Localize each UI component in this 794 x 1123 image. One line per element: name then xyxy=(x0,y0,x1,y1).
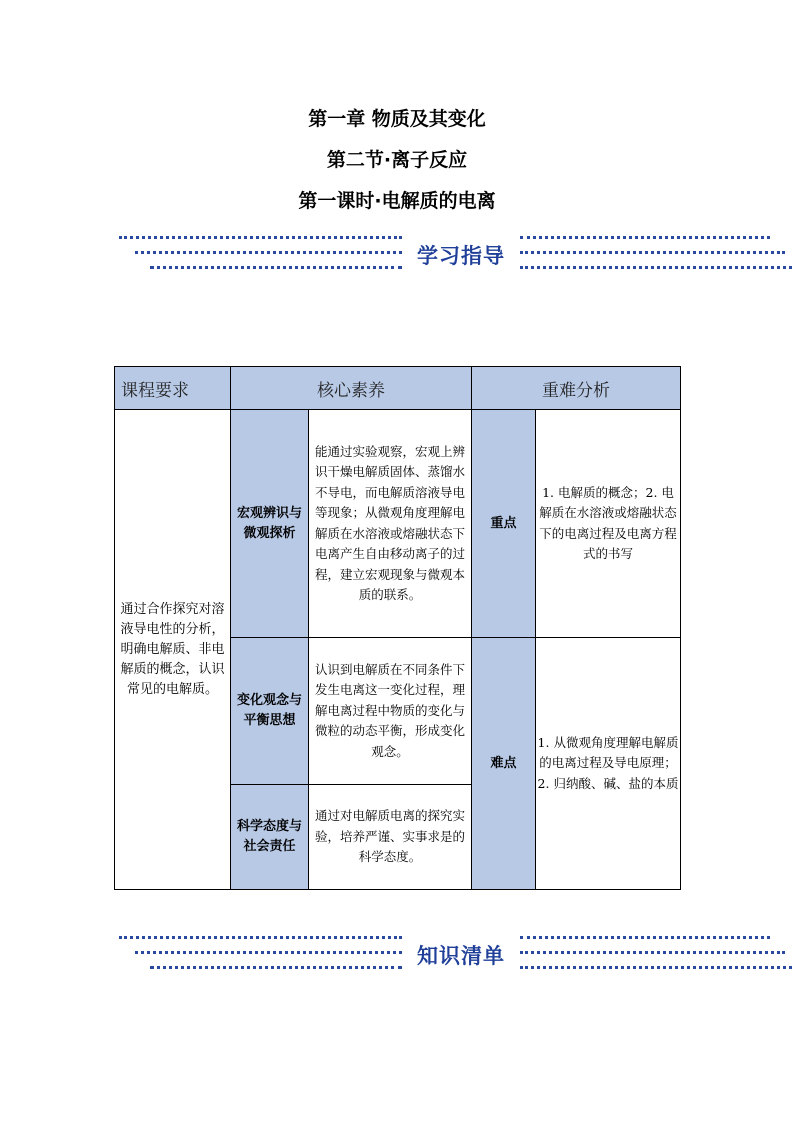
dotted-line xyxy=(135,251,402,254)
header-key-difficulty: 重难分析 xyxy=(472,367,681,410)
dotted-line xyxy=(520,236,770,239)
dotted-line xyxy=(520,951,785,954)
literacy-text-macro-micro: 能通过实验观察，宏观上辨识干燥电解质固体、蒸馏水不导电，而电解质溶液导电等现象；从微观角度理解电解质在水溶液或熔融状态下电离产生自由移动离子的过程，建立宏观现象与微观本质的联系。 xyxy=(309,410,472,638)
analysis-text-key: 1. 电解质的概念；2. 电解质在水溶液或熔融状态下的电离过程及电离方程式的书写 xyxy=(536,410,681,638)
literacy-label-text: 变化观念与平衡思想 xyxy=(236,693,302,728)
literacy-label-science-society xyxy=(231,785,309,890)
dotted-line xyxy=(520,266,792,269)
header-core-literacy: 核心素养 xyxy=(231,367,472,410)
lesson-title: 第一课时·电解质的电离 xyxy=(298,190,496,212)
study-guide-divider xyxy=(0,232,794,282)
dotted-line xyxy=(520,251,785,254)
header-course-requirement: 课程要求 xyxy=(115,367,231,410)
course-requirement-text: 通过合作探究对溶液导电性的分析，明确电解质、非电解质的概念，认识常见的电解质。 xyxy=(120,601,225,697)
literacy-text-science-society: 通过对电解质电离的探究实验，培养严谨、实事求是的科学态度。 xyxy=(309,785,472,890)
analysis-text-difficulty: 1. 从微观角度理解电解质的电离过程及导电原理；2. 归纳酸、碱、盐的本质 xyxy=(536,638,681,890)
knowledge-list-heading: 知识清单 xyxy=(417,943,505,968)
study-guide-table xyxy=(114,366,681,890)
dotted-line xyxy=(150,966,402,969)
analysis-label-key: 重点 xyxy=(472,410,536,638)
dotted-line xyxy=(520,966,792,969)
study-guide-heading: 学习指导 xyxy=(417,243,505,268)
dotted-line xyxy=(150,266,402,269)
literacy-label-change-balance xyxy=(231,638,309,785)
section-title: 第二节·离子反应 xyxy=(326,149,468,171)
dotted-line xyxy=(520,936,770,939)
literacy-label-macro-micro xyxy=(231,410,309,638)
dotted-line xyxy=(119,936,402,939)
course-requirement-cell xyxy=(115,410,231,890)
literacy-text-change-balance: 认识到电解质在不同条件下发生电离这一变化过程，理解电离过程中物质的变化与微粒的动态平衡，形成变化观念。 xyxy=(309,638,472,785)
analysis-label-difficulty: 难点 xyxy=(472,638,536,890)
chapter-title: 第一章 物质及其变化 xyxy=(308,108,486,130)
knowledge-list-divider xyxy=(0,932,794,982)
literacy-label-text: 宏观辨识与微观探析 xyxy=(236,505,302,541)
literacy-label-text: 科学态度与社会责任 xyxy=(236,819,302,854)
dotted-line xyxy=(135,951,402,954)
dotted-line xyxy=(119,236,402,239)
